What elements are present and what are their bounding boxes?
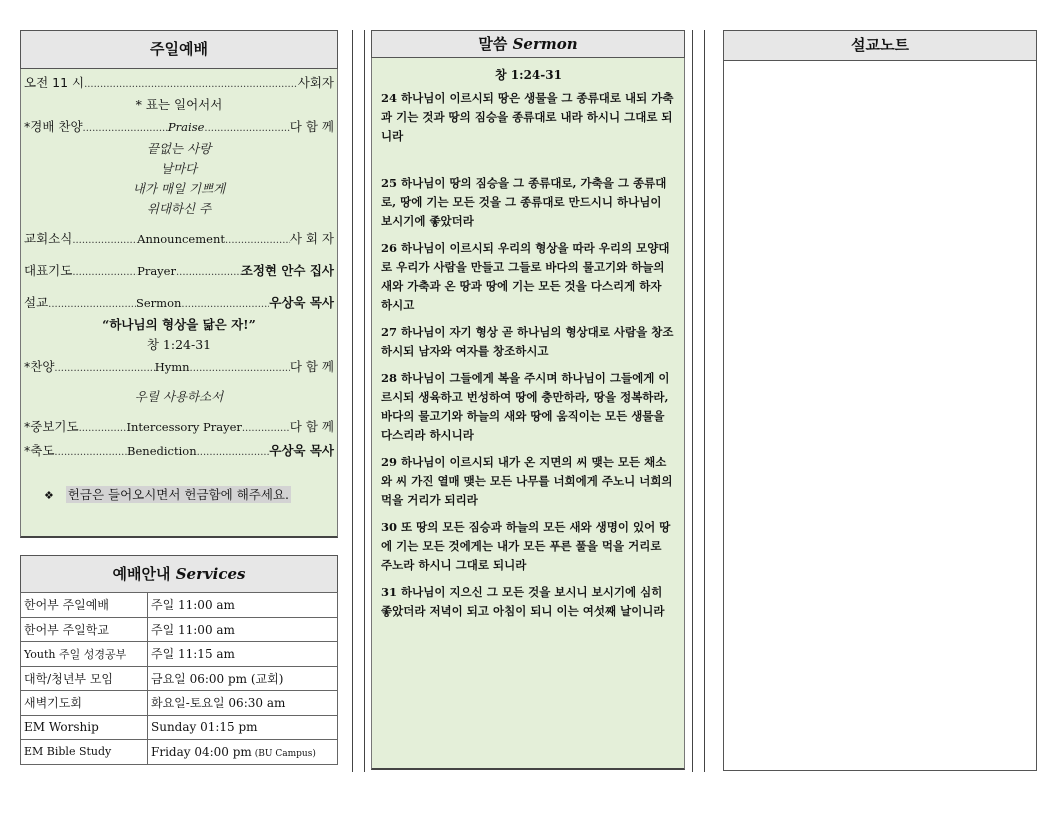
worship-order-panel [20, 30, 338, 538]
worship-lines [24, 71, 334, 463]
order-item-english: Announcement [137, 232, 225, 246]
verse-paragraph: 30 또 땅의 모든 짐승과 하늘의 모든 새와 생명이 있어 땅에 기는 모든 것에게는 내가 모든 푸른 풀을 먹을 거리로 주노라 하시니 그대로 되니라 [381, 520, 671, 572]
services-table [20, 592, 338, 765]
service-time [148, 642, 338, 667]
service-location: (BU Campus) [254, 748, 316, 759]
order-item [24, 227, 334, 251]
order-item-leader: 조정현 안수 집사 [240, 263, 334, 278]
service-name: EM Bible Study [21, 740, 148, 765]
sermon-title-ko: 말씀 [478, 35, 508, 53]
service-row [21, 617, 338, 642]
order-subtext: * 표는 일어서서 [135, 97, 223, 112]
scripture-reference: 창 1:24-31 [495, 68, 562, 82]
notes-area[interactable] [724, 61, 1036, 770]
services-title-ko: 예배안내 [112, 565, 171, 583]
order-item [24, 115, 334, 139]
service-name: Youth 주일 성경공부 [21, 642, 148, 667]
song-title: 위대하신 주 [146, 201, 212, 216]
leader-dots [54, 355, 154, 381]
service-time-text: Friday 04:00 pm [151, 744, 252, 759]
order-item-label: *경배 찬양 [24, 119, 83, 134]
diamond-bullet-icon: ❖ [44, 489, 54, 502]
service-time-text: Sunday 01:15 pm [151, 720, 258, 735]
verse-paragraph: 25 하나님이 땅의 짐승을 그 종류대로, 가축을 그 종류대로, 땅에 기는 모든 것을 그 종류대로 만드시니 하나님이 보시기에 좋았더라 [381, 176, 667, 228]
order-item-label: *축도 [24, 443, 55, 458]
order-item-label: *찬양 [24, 359, 55, 374]
leader-dots [176, 259, 241, 285]
service-time [148, 617, 338, 642]
sermon-panel [371, 30, 685, 770]
leader-dots [72, 227, 137, 253]
service-time-text: 주일 11:00 am [151, 622, 235, 637]
order-item-leader: 다 함 께 [289, 119, 334, 134]
service-time [148, 740, 338, 765]
order-item-label: 교회소식 [24, 231, 73, 246]
leader-dots [54, 439, 127, 465]
order-item-leader: 다 함 께 [289, 419, 334, 434]
verse-paragraph: 29 하나님이 이르시되 내가 온 지면의 씨 맺는 모든 채소와 씨 가진 열매 맺는 모든 나무를 너희에게 주노니 너희의 먹을 거리가 되리라 [381, 455, 673, 507]
offering-note-text: 헌금은 들어오시면서 헌금함에 해주세요. [67, 487, 289, 502]
column-divider [352, 30, 353, 772]
leader-dots [181, 291, 269, 317]
order-item-label: 대표기도 [24, 263, 73, 278]
services-title-en: Services [175, 565, 246, 583]
verse-list [381, 89, 676, 621]
service-row [21, 593, 338, 618]
song-title: 날마다 [160, 161, 198, 176]
leader-dots [48, 291, 136, 317]
order-item-leader: 우상욱 목사 [269, 295, 334, 310]
service-time [148, 691, 338, 716]
service-name: 한어부 주일예배 [21, 593, 148, 618]
song-title: 우릴 사용하소서 [134, 389, 224, 404]
worship-title: 주일예배 [20, 30, 338, 69]
service-row [21, 691, 338, 716]
order-item-english: Praise [167, 120, 205, 134]
leader-dots [79, 415, 127, 441]
song-title: 내가 매일 기쁘게 [132, 181, 226, 196]
order-item-leader: 다 함 께 [289, 359, 334, 374]
order-item [24, 71, 334, 95]
service-name: EM Worship [21, 715, 148, 740]
leader-dots [84, 71, 298, 97]
order-item-english: Prayer [137, 264, 176, 278]
service-name: 한어부 주일학교 [21, 617, 148, 642]
order-item-english: Sermon [136, 296, 182, 310]
order-item [24, 259, 334, 283]
order-item-label: 설교 [24, 295, 49, 310]
service-row [21, 666, 338, 691]
column-divider [692, 30, 693, 772]
order-item [24, 355, 334, 379]
order-item-english: Hymn [154, 360, 190, 374]
service-name: 대학/청년부 모임 [21, 666, 148, 691]
sermon-title [371, 30, 685, 58]
verse-paragraph: 28 하나님이 그들에게 복을 주시며 하나님이 그들에게 이르시되 생육하고 번성하여 땅에 충만하라, 땅을 정복하라, 바다의 물고기와 하늘의 새와 땅에 움직이는 모든 생물을 다스리라 하시니라 [381, 371, 670, 442]
service-time-text: 금요일 06:00 pm (교회) [151, 671, 284, 686]
order-subtext: 창 1:24-31 [146, 337, 212, 352]
leader-dots [242, 415, 290, 441]
verse-paragraph: 26 하나님이 이르시되 우리의 형상을 따라 우리의 모양대로 우리가 사람을 만들고 그들로 바다의 물고기와 하늘의 새와 가축과 온 땅과 땅에 기는 모든 것을 다스리게 하자 하시고 [381, 241, 670, 312]
verse-paragraph: 31 하나님이 지으신 그 모든 것을 보시니 보시기에 심히 좋았더라 저녁이 되고 아침이 되니 이는 여섯째 날이니라 [381, 585, 665, 618]
leader-dots [190, 355, 290, 381]
order-item-english: Intercessory Prayer [126, 420, 242, 434]
service-time-text: 화요일-토요일 06:30 am [151, 696, 286, 711]
service-time-text: 주일 11:00 am [151, 598, 235, 613]
leader-dots [204, 115, 289, 141]
service-time [148, 666, 338, 691]
service-time [148, 593, 338, 618]
order-item-english: Benediction [127, 444, 197, 458]
order-item-leader: 사 회 자 [289, 231, 334, 246]
order-item-label: 오전 11 시 [24, 75, 85, 90]
leader-dots [225, 227, 290, 253]
order-item [24, 439, 334, 463]
service-time [148, 715, 338, 740]
column-divider [364, 30, 365, 772]
leader-dots [72, 259, 137, 285]
notes-title: 설교노트 [724, 31, 1036, 61]
order-subtext: “하나님의 형상을 닮은 자!” [102, 317, 256, 332]
service-time-text: 주일 11:15 am [151, 647, 235, 662]
order-item [24, 415, 334, 439]
leader-dots [197, 439, 270, 465]
service-row [21, 642, 338, 667]
service-row [21, 715, 338, 740]
services-title [20, 555, 338, 592]
order-item-label: *중보기도 [24, 419, 79, 434]
verse-paragraph: 27 하나님이 자기 형상 곧 하나님의 형상대로 사람을 창조하시되 남자와 여자를 창조하시고 [381, 325, 674, 358]
leader-dots [83, 115, 168, 141]
offering-note [24, 485, 334, 503]
column-divider [704, 30, 705, 772]
service-row [21, 740, 338, 765]
worship-order-body [20, 69, 338, 538]
verse-paragraph: 24 하나님이 이르시되 땅은 생물을 그 종류대로 내되 가축과 기는 것과 땅의 짐승을 종류대로 내라 하시니 그대로 되니라 [381, 91, 674, 143]
sermon-body [371, 58, 685, 770]
sermon-notes-panel [723, 30, 1037, 771]
sermon-title-en: Sermon [512, 35, 578, 53]
order-item [24, 291, 334, 315]
services-panel [20, 555, 338, 765]
order-item-leader: 사회자 [297, 75, 334, 90]
song-title: 끝없는 사랑 [146, 141, 212, 156]
service-name: 새벽기도회 [21, 691, 148, 716]
order-item-leader: 우상욱 목사 [269, 443, 334, 458]
